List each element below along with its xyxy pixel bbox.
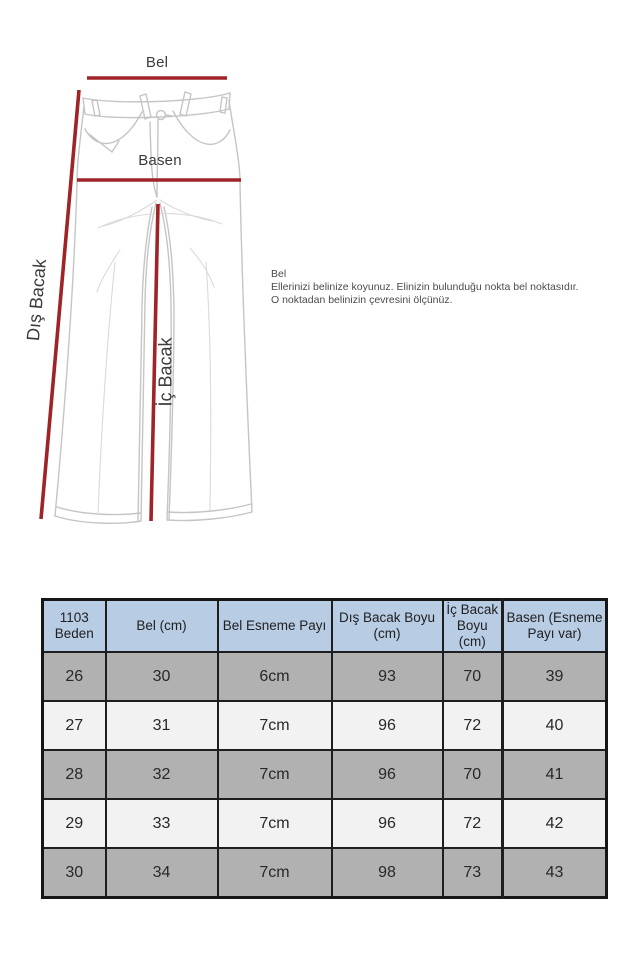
belt-loop (180, 92, 191, 116)
cell-dis-bacak: 93 (332, 652, 443, 701)
cell-beden: 30 (43, 848, 106, 898)
cell-bel-esneme: 7cm (218, 799, 332, 848)
cell-beden: 27 (43, 701, 106, 750)
note-title: Bel (271, 268, 287, 280)
cell-bel-esneme: 6cm (218, 652, 332, 701)
header-bel (106, 600, 218, 653)
cell-dis-bacak: 96 (332, 750, 443, 799)
cell-basen: 40 (503, 701, 607, 750)
cell-basen: 39 (503, 652, 607, 701)
cell-bel: 32 (106, 750, 218, 799)
table-row (43, 799, 607, 848)
table-row (43, 701, 607, 750)
dis-bacak-label: Dış Bacak (22, 258, 51, 342)
ic-bacak-label: İç Bacak (155, 337, 176, 407)
cell-bel-esneme: 7cm (218, 848, 332, 898)
note-line-1: Ellerinizi belinize koyunuz. Elinizin bulunduğu nokta bel noktasıdır. (271, 281, 579, 293)
table-row (43, 652, 607, 701)
cell-basen: 42 (503, 799, 607, 848)
basen-label: Basen (138, 152, 182, 169)
note-line-2: O noktadan belinizin çevresini ölçünüz. (271, 294, 453, 306)
header-bel-text: Bel (cm) (136, 618, 187, 633)
cell-bel: 31 (106, 701, 218, 750)
header-beden-text: 1103 Beden (54, 610, 94, 641)
cell-dis-bacak: 96 (332, 701, 443, 750)
cell-bel: 33 (106, 799, 218, 848)
cell-dis-bacak: 98 (332, 848, 443, 898)
button (157, 111, 166, 120)
belt-loop (92, 100, 100, 116)
header-beden (43, 600, 106, 653)
cell-beden: 29 (43, 799, 106, 848)
cell-bel-esneme: 7cm (218, 701, 332, 750)
cell-ic-bacak: 72 (443, 799, 503, 848)
cell-ic-bacak: 73 (443, 848, 503, 898)
header-bel-esneme-text: Bel Esneme Payı (222, 618, 327, 633)
cell-ic-bacak: 72 (443, 701, 503, 750)
cell-basen: 43 (503, 848, 607, 898)
size-table-section (41, 598, 608, 899)
cell-basen: 41 (503, 750, 607, 799)
cell-bel-esneme: 7cm (218, 750, 332, 799)
size-table-header-row (43, 600, 607, 653)
belt-loop (140, 94, 151, 119)
header-ic-bacak (443, 600, 503, 653)
size-table (41, 598, 608, 899)
measurement-note (271, 268, 631, 307)
table-row (43, 750, 607, 799)
header-bel-esneme (218, 600, 332, 653)
header-basen-text: Basen (Esneme Payı var) (506, 610, 603, 641)
cell-dis-bacak: 96 (332, 799, 443, 848)
header-ic-bacak-text: İç Bacak Boyu (cm) (446, 602, 499, 649)
cell-ic-bacak: 70 (443, 652, 503, 701)
cell-beden: 26 (43, 652, 106, 701)
header-basen (503, 600, 607, 653)
header-dis-bacak-text: Dış Bacak Boyu (cm) (338, 610, 436, 641)
table-row (43, 848, 607, 898)
cell-beden: 28 (43, 750, 106, 799)
bel-label: Bel (145, 54, 169, 71)
cell-bel: 34 (106, 848, 218, 898)
cell-bel: 30 (106, 652, 218, 701)
cell-ic-bacak: 70 (443, 750, 503, 799)
header-dis-bacak (332, 600, 443, 653)
